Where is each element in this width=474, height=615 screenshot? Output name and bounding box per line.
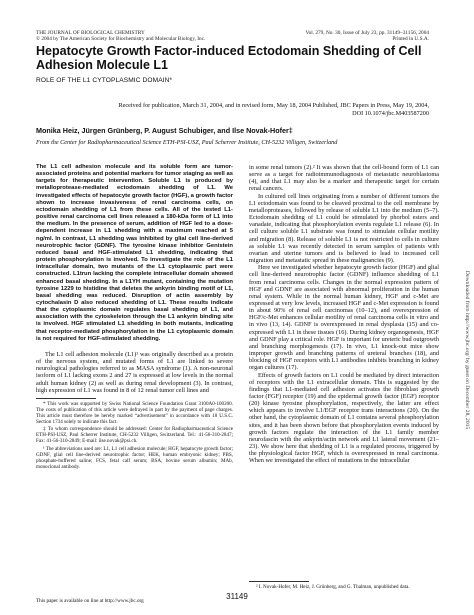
author-list: Monika Heiz, Jürgen Grünberg, P. August Schubiger, and Ilse Novak-Hofer‡ — [36, 126, 293, 135]
availability-note: This paper is available on line at http://www.jbc.org — [36, 598, 144, 604]
footnote-funding: * This work was supported by Swiss National Science Foundation Grant 3100A0-100200. The costs of publication of this article were defrayed in part by the payment of page charges. This article must therefore be hereby marked “advertisement” in accordance with 18 U.S.C. Section 1734 solely to indicate this fact. — [36, 400, 233, 426]
body-paragraph: Effects of growth factors on L1 could be mediated by direct interaction of receptors with the L1 extracellular domain. This is suggested by the findings that L1-mediated cell adhesion activates the fibroblast growth factor (FGF) receptor (19) and the epidermal growth factor (EGF) receptor (20) kinase tyrosine phosphorylation, respectively, the latter are effect which appears to involve L1/EGF receptor trans interactions (20). On the other hand, the cytoplasmic domain of L1 contains several phosphorylation sites, and it has been shown before that phosphorylation events induced by growth factors regulate the interaction of the L1 family member neurofascin with the ankyrin/actin network and L1 lateral movement (21–23). We show here that shedding of L1 is a regulated process, triggered by the physiological factor HGF, which is overexpressed in renal carcinoma. When we investigated the effect of mutations in the intracellular — [249, 371, 439, 465]
right-footnote-block — [249, 577, 439, 591]
footnote-abbreviations: ¹ The abbreviations used are: L1, L1 cell adhesion molecule; HGF, hepatocyte growth factor; GDNF, glial cell line-derived neurotrophic factor; HEK, human embryonic kidney; PBS, phosphate-buffered saline; FCS, fetal calf serum; BSA, bovine serum albumin; MAb, monoclonal antibody. — [36, 445, 233, 470]
article-subtitle: ROLE OF THE L1 CYTOPLASMIC DOMAIN* — [36, 77, 173, 84]
copyright-line: © 2004 by The American Society for Biochemistry and Molecular Biology, Inc. — [36, 36, 206, 43]
footnote-correspondence: ‡ To whom correspondence should be addressed: Center for Radiopharmaceutical Science ETH-PSI-USZ, Paul Scherrer Institute, CH-5232 Villigen, Switzerland. Tel.: 41-56-310-2847; Fax: 41-56-310-2849; E-mail: ilse.novak@psi.ch. — [36, 426, 233, 445]
abstract: The L1 cell adhesion molecule and its soluble form are tumor-associated proteins and potential markers for tumor staging as well as targets for therapeutic intervention. Soluble L1 is produced by metalloprotease-mediated ectodomain shedding of L1. We investigated effects of hepatocyte growth factor (HGF), a growth factor shown to increase invasiveness of renal carcinoma cells, on ectodomain shedding of L1 from these cells. All of the tested L1-positive renal carcinoma cell lines released a 180-kDa form of L1 into the medium. In the presence of serum, addition of HGF led to a dose-dependent increase in L1 shedding with a maximum reached at 5 ng/ml. In contrast, L1 shedding was inhibited by glial cell line-derived neurotrophic factor (GDNF). The tyrosine kinase inhibitor Genistein reduced basal and HGF-stimulated L1 shedding, indicating that protein phosphorylation is involved. To investigate the role of the L1 intracellular domain, two mutants of the L1 cytoplasmic part were constructed. L1trun lacking the complete intracellular domain showed enhanced basal shedding. In a L1YH mutant, containing the mutation tyrosine 1229 to histidine that deletes the ankyrin binding motif of L1, basal shedding was reduced. Disruption of actin assembly by cytochalasin D also reduced shedding of L1. These results indicate that the cytoplasmic domain regulates basal shedding of L1, and association with the cytoskeleton through the L1 ankyrin binding site is involved. HGF stimulated L1 shedding in both mutants, indicating that receptor-mediated phosphorylation in the L1 cytoplasmic domain is not required for HGF-stimulated shedding. — [36, 164, 233, 342]
affiliation: From the Center for Radiopharmaceutical Science ETH-PSI-USZ, Paul Scherrer Institute, CH-5232 Villigen, Switzerland — [36, 139, 338, 146]
body-paragraph: in some renal tumors (2).² It was shown that the cell-bound form of L1 can serve as a target for radioimmunodiagnosis of metastatic neuroblastoma (4), and that L1 may also be a marker and therapeutic target for certain renal cancers. — [249, 164, 439, 193]
body-paragraph: In cultured cell lines originating from a number of different tumors the L1 ectodomain was found to be cleaved proximal to the cell membrane by metalloproteases, followed by release of soluble L1 into the medium (5–7). Ectodomain shedding of L1 could be stimulated by phorbol esters and vanadate, indicating that phosphorylation events regulate L1 release (6). In cell culture soluble L1 substrate was found to stimulate cellular motility and migration (8). Release of soluble L1 is not restricted to cells in culture as soluble L1 was recently detected in serum samples of patients with ovarian and uterine tumors and is believed to lead to increased cell migration and metastatic spread in these malignancies (9). — [249, 192, 439, 265]
intro-paragraph: The L1 cell adhesion molecule (L1)¹ was originally described as a protein of the nervous system, and mutated forms of L1 are linked to severe neurological pathologies referred to as MASA syndrome (1). A non-neuronal isoform of L1 lacking exons 2 and 27 is expressed at low levels in the normal adult human kidney (2) as well as during renal development (3). In contrast, high expression of L1 was found in 8 of 12 renal tumor cell lines and — [36, 350, 233, 394]
left-column — [36, 164, 233, 471]
page-number: 31149 — [226, 592, 248, 601]
right-column — [249, 164, 439, 465]
issue-header — [305, 30, 429, 43]
received-dates: Received for publication, March 31, 2004, and in revised form, May 18, 2004 Published, JBC Papers in Press, May 19, 2004, DOI 10.1074/jbc.M403587200 — [118, 102, 429, 117]
journal-name: THE JOURNAL OF BIOLOGICAL CHEMISTRY — [36, 30, 145, 36]
journal-header — [36, 30, 205, 43]
footnote-unpublished: ² I. Novak-Hofer, M. Heiz, J. Grünberg, and G. Thalman, unpublished data. — [256, 584, 410, 590]
volume-line: Vol. 279, No. 30, Issue of July 23, pp. 31149–31156, 2004 — [305, 30, 429, 36]
footnote-divider — [36, 398, 96, 399]
body-paragraph: Here we investigated whether hepatocyte growth factor (HGF) and glial cell line-derived neurotrophic factor (GDNF) influence shedding of L1 from renal carcinoma cells. Changes in the normal expression pattern of HGF and GDNF are associated with abnormal proliferation in the human renal system. While in the normal human kidney, HGF and c-Met are expressed at very low levels, increased HGF and c-Met expression is found in about 90% of renal cell carcinomas (10–12), and overexpression of HGF/c-Met enhances cellular motility of renal carcinoma cells in vitro and in vivo (13, 14). GDNF is overexpressed in renal dysplasia (15) and co-expressed with L1 in these tissues (16). During kidney organogenesis, HGF and GDNF play a critical role. HGF is important for ureteric bud outgrowth and branching morphogenesis (17). In vivo, L1 knock-out mice show improper growth and branching patterns of ureteral branches (18), and blocking of HGF receptors with L1 antibodies inhibits branching in kidney organ cultures (17). — [249, 264, 439, 372]
printed-line: Printed in U.S.A. — [392, 36, 429, 43]
footnote-divider — [249, 581, 309, 582]
article-title: Hepatocyte Growth Factor-induced Ectodomain Shedding of Cell Adhesion Molecule L1 — [36, 44, 422, 72]
download-watermark: Downloaded from http://www.jbc.org/ by guest on December 28, 2015 — [464, 270, 470, 430]
